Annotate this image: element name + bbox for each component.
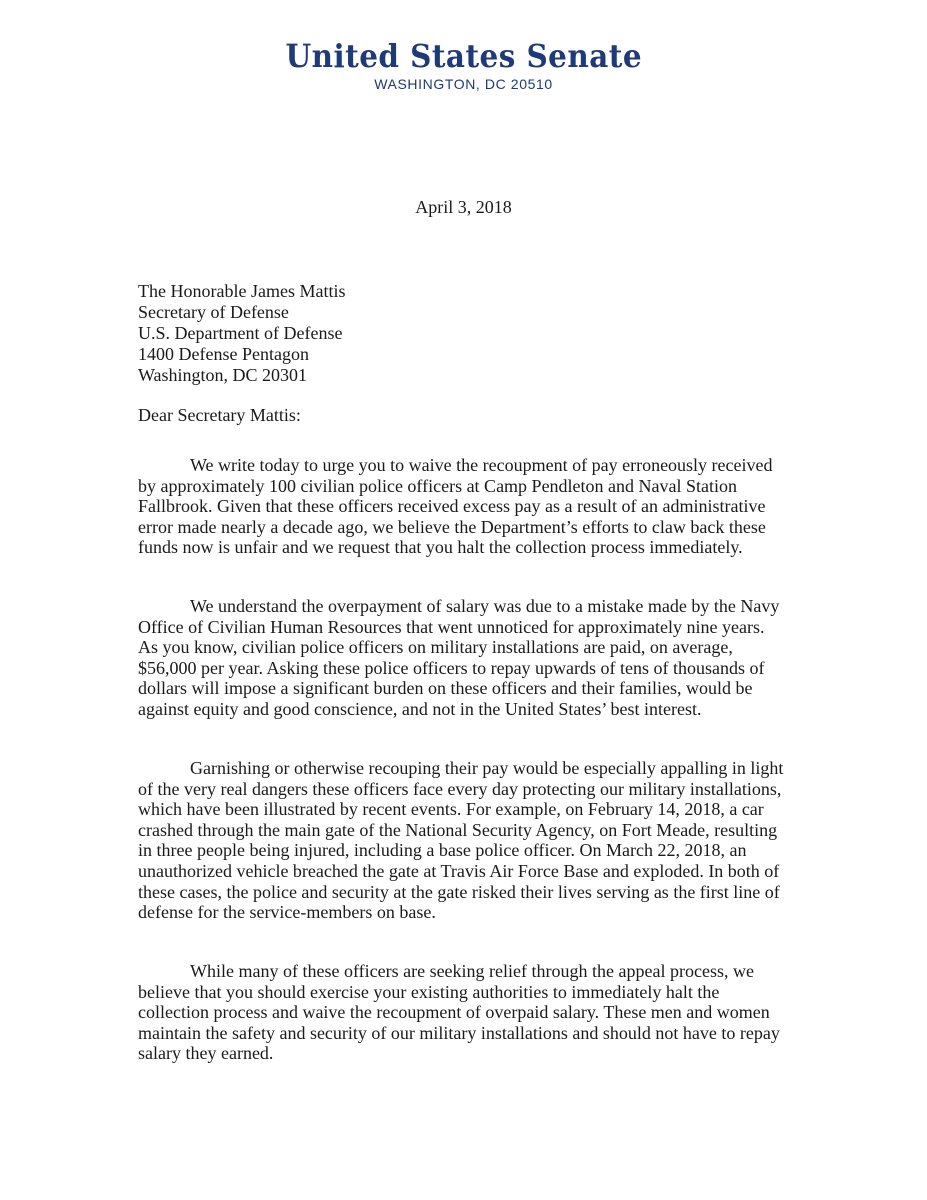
paragraph-line: these cases, the police and security at the gate risked their lives serving as the first line of — [138, 881, 780, 902]
recipient-line: Washington, DC 20301 — [138, 365, 308, 385]
paragraph-line: crashed through the main gate of the National Security Agency, on Fort Meade, resulting — [138, 819, 778, 840]
paragraph-line: believe that you should exercise your existing authorities to immediately halt the — [138, 981, 720, 1002]
paragraph-line: which have been illustrated by recent events. For example, on February 14, 2018, a car — [138, 799, 764, 820]
letterhead-title: United States Senate — [285, 37, 642, 75]
paragraph-line: in three people being injured, including a base police officer. On March 22, 2018, an — [138, 840, 747, 861]
paragraph-line: dollars will impose a significant burden on these officers and their families, would be — [138, 678, 753, 699]
recipient-line: 1400 Defense Pentagon — [138, 344, 309, 364]
paragraph-line: We write today to urge you to waive the recoupment of pay erroneously received — [190, 455, 773, 475]
paragraph-line: $56,000 per year. Asking these police officers to repay upwards of tens of thousands of — [138, 657, 765, 678]
paragraph-line: maintain the safety and security of our military installations and should not have to repay — [138, 1022, 780, 1043]
recipient-address — [138, 281, 345, 386]
recipient-line: The Honorable James Mattis — [138, 281, 346, 301]
paragraph-line: Fallbrook. Given that these officers received excess pay as a result of an administrative — [138, 496, 766, 517]
paragraph-line: Garnishing or otherwise recouping their pay would be especially appalling in light — [190, 758, 784, 778]
paragraph-line: error made nearly a decade ago, we believe the Department’s efforts to claw back these — [138, 516, 766, 537]
paragraph-line: salary they earned. — [138, 1043, 274, 1064]
salutation: Dear Secretary Mattis: — [138, 405, 301, 425]
recipient-line: Secretary of Defense — [138, 302, 289, 322]
paragraph-line: As you know, civilian police officers on military installations are paid, on average, — [138, 637, 733, 658]
paragraph-line: by approximately 100 civilian police officers at Camp Pendleton and Naval Station — [138, 475, 738, 496]
letter-date: April 3, 2018 — [415, 197, 512, 217]
body-paragraph-4 — [138, 961, 798, 1064]
body-paragraph-3 — [138, 758, 798, 923]
paragraph-line: We understand the overpayment of salary was due to a mistake made by the Navy — [190, 596, 780, 616]
paragraph-line: funds now is unfair and we request that you halt the collection process immediately. — [138, 537, 743, 558]
paragraph-line: of the very real dangers these officers face every day protecting our military installations, — [138, 778, 782, 799]
paragraph-line: defense for the service-members on base. — [138, 902, 436, 923]
letterhead — [0, 38, 927, 92]
paragraph-line: collection process and waive the recoupment of overpaid salary. These men and women — [138, 1002, 770, 1023]
paragraph-line: unauthorized vehicle breached the gate at Travis Air Force Base and exploded. In both of — [138, 860, 780, 881]
paragraph-line: While many of these officers are seeking relief through the appeal process, we — [190, 961, 754, 981]
paragraph-line: against equity and good conscience, and not in the United States’ best interest. — [138, 698, 702, 719]
paragraph-line: Office of Civilian Human Resources that went unnoticed for approximately nine years. — [138, 616, 765, 637]
body-paragraph-2 — [138, 596, 798, 720]
recipient-line: U.S. Department of Defense — [138, 323, 343, 343]
body-paragraph-1 — [138, 455, 798, 558]
letterhead-address: WASHINGTON, DC 20510 — [374, 76, 553, 92]
